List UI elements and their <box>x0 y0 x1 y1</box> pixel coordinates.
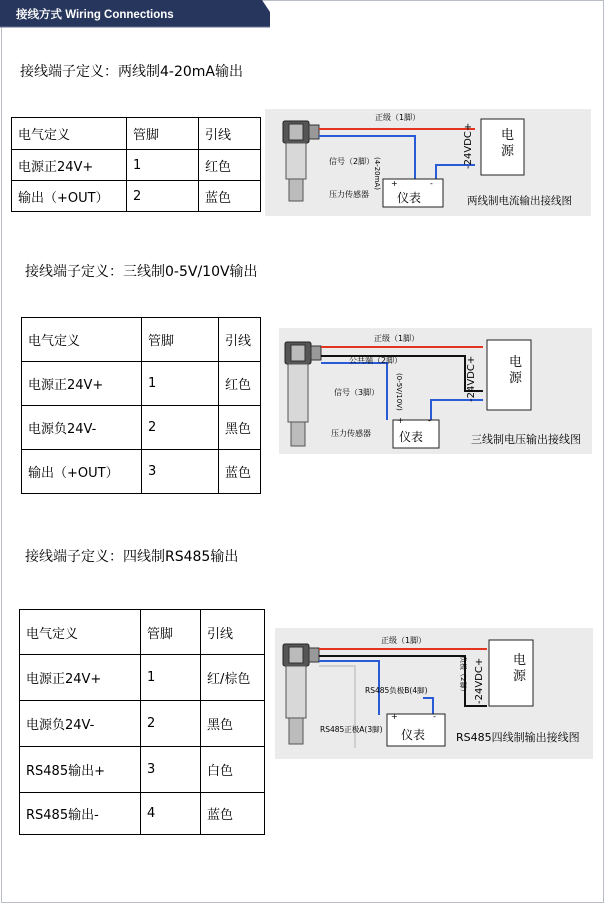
table-cell: 管脚 <box>142 318 219 362</box>
label-plus: + <box>391 179 398 188</box>
table-row <box>20 655 265 701</box>
label-power-box: 电源 <box>501 128 515 159</box>
diagram-caption: RS485四线制输出接线图 <box>456 731 580 744</box>
label-positive: 正级（1脚） <box>381 636 427 645</box>
table-row <box>22 318 261 362</box>
table-cell: 电源正24V+ <box>12 150 127 181</box>
table-cell: 引线 <box>201 610 265 655</box>
table-cell: 1 <box>127 150 199 181</box>
label-minus: - <box>428 416 431 425</box>
table-row <box>22 406 261 450</box>
table-cell: 电源正24V+ <box>20 655 141 701</box>
label-meter: 仪表 <box>401 728 426 742</box>
table-cell: 蓝色 <box>201 793 265 835</box>
sensor-icon <box>283 121 319 201</box>
table-cell: 蓝色 <box>219 450 261 494</box>
label-sensor: 压力传感器 <box>329 190 369 199</box>
table-cell: 1 <box>142 362 219 406</box>
table-cell: 黑色 <box>201 701 265 747</box>
table-cell: 2 <box>127 181 199 212</box>
label-positive: 正级（1脚） <box>375 113 421 122</box>
table-row <box>20 747 265 793</box>
label-power-voltage: -24VDC+ <box>463 122 474 169</box>
table-cell: 2 <box>141 701 201 747</box>
table-cell: 管脚 <box>127 118 199 150</box>
table-row <box>20 793 265 835</box>
pin-table-2wire <box>11 117 261 212</box>
label-plus: + <box>391 712 398 721</box>
section-title-3wire: 接线端子定义：三线制0-5V/10V输出 <box>25 264 258 280</box>
section-header <box>0 0 270 27</box>
table-row <box>12 150 261 181</box>
table-cell: 电源负24V- <box>22 406 142 450</box>
table-cell: 电气定义 <box>22 318 142 362</box>
table-cell: 红/棕色 <box>201 655 265 701</box>
table-row <box>20 701 265 747</box>
table-row <box>22 362 261 406</box>
table-cell: 3 <box>141 747 201 793</box>
label-signal: 信号（2脚） <box>329 157 375 166</box>
label-power-box: 电源 <box>513 653 527 684</box>
table-cell: 管脚 <box>141 610 201 655</box>
table-cell: 输出（+OUT） <box>12 181 127 212</box>
diagram-caption: 三线制电压输出接线图 <box>471 433 581 446</box>
label-rs485-b: RS485负极B(4脚) <box>365 686 428 695</box>
table-row <box>20 610 265 655</box>
label-plus: + <box>397 416 404 425</box>
table-cell: 3 <box>142 450 219 494</box>
label-minus: - <box>433 712 436 721</box>
label-rs485-a: RS485正极A(3脚) <box>320 725 383 734</box>
table-cell: 引线 <box>199 118 261 150</box>
table-cell: 4 <box>141 793 201 835</box>
section-title-2wire: 接线端子定义：两线制4-20mA输出 <box>20 64 243 80</box>
label-meter: 仪表 <box>397 191 422 205</box>
header-title: 接线方式 Wiring Connections <box>16 9 174 21</box>
table-cell: 红色 <box>199 150 261 181</box>
table-cell: 2 <box>142 406 219 450</box>
label-negative: 负极（2脚） <box>459 656 467 696</box>
wiring-diagram-2wire <box>265 109 591 216</box>
table-row <box>12 118 261 150</box>
table-cell: 1 <box>141 655 201 701</box>
label-signal: 信号（3脚） <box>334 388 380 397</box>
table-cell: 引线 <box>219 318 261 362</box>
table-cell: 电源正24V+ <box>22 362 142 406</box>
sensor-icon <box>285 342 321 446</box>
table-cell: 输出（+OUT） <box>22 450 142 494</box>
label-signal-range: (0-5V/10V) <box>395 373 403 411</box>
pin-table-rs485 <box>19 609 265 835</box>
pin-table-3wire <box>21 317 261 494</box>
table-row <box>22 450 261 494</box>
table-cell: RS485输出+ <box>20 747 141 793</box>
label-positive: 正级（1脚） <box>374 334 420 343</box>
table-cell: 电气定义 <box>12 118 127 150</box>
label-minus: - <box>430 179 433 188</box>
table-cell: RS485输出- <box>20 793 141 835</box>
table-cell: 电源负24V- <box>20 701 141 747</box>
table-cell: 蓝色 <box>199 181 261 212</box>
table-cell: 红色 <box>219 362 261 406</box>
label-power-voltage: -24VDC+ <box>466 355 477 402</box>
label-power-box: 电源 <box>509 355 523 386</box>
diagram-caption: 两线制电流输出接线图 <box>467 195 572 207</box>
label-signal-range: (4-20mA) <box>373 157 381 190</box>
table-cell: 电气定义 <box>20 610 141 655</box>
section-title-rs485: 接线端子定义：四线制RS485输出 <box>25 549 239 565</box>
sensor-icon <box>283 644 319 744</box>
label-common: 公共端（2脚） <box>349 356 403 365</box>
table-row <box>12 181 261 212</box>
label-meter: 仪表 <box>399 430 424 444</box>
table-cell: 白色 <box>201 747 265 793</box>
table-cell: 黑色 <box>219 406 261 450</box>
wiring-diagram-rs485 <box>275 628 593 759</box>
label-power-voltage: -24VDC+ <box>474 657 485 704</box>
label-sensor: 压力传感器 <box>331 429 371 438</box>
wiring-diagram-3wire <box>279 328 592 454</box>
